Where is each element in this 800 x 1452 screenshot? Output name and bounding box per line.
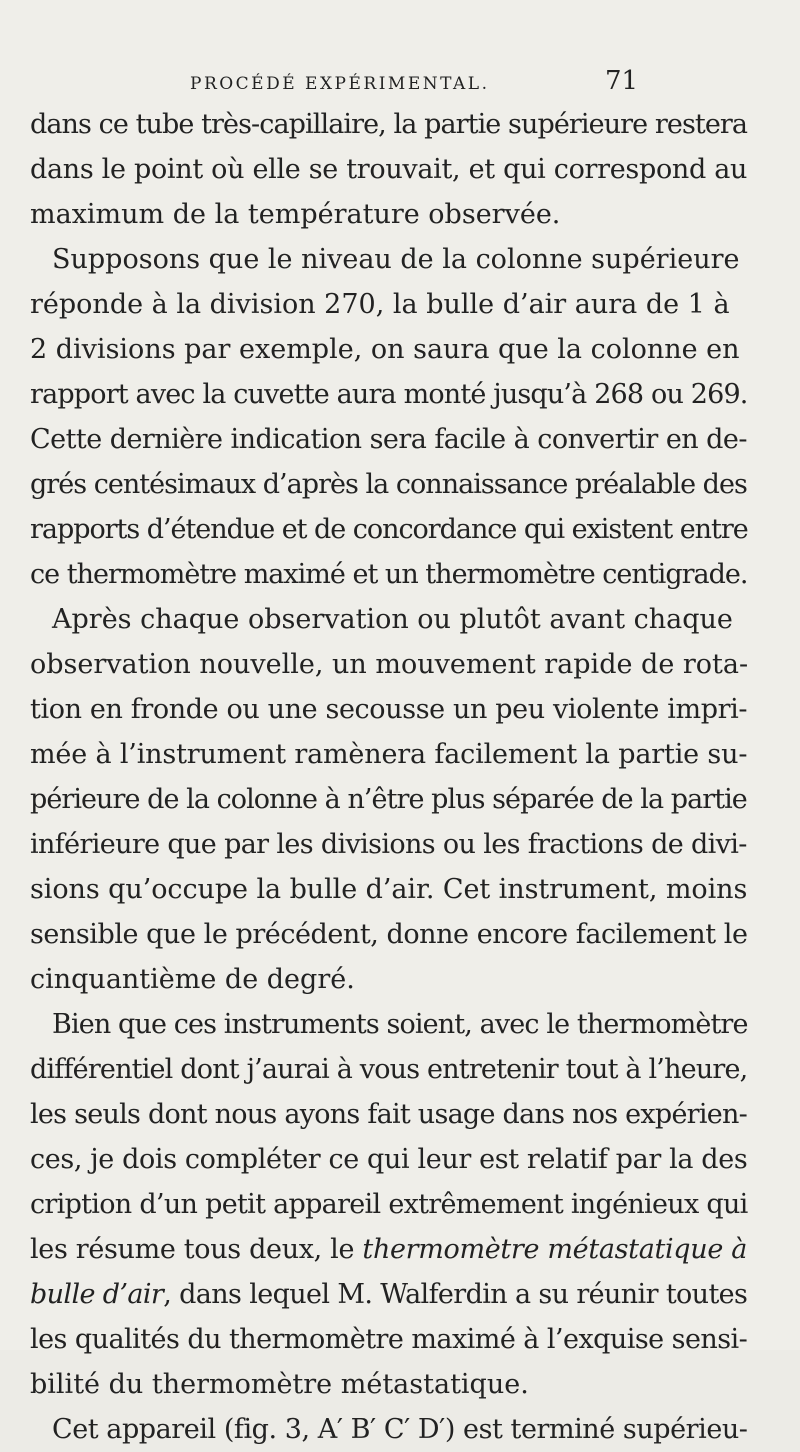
text-line: maximum de la température observée. (30, 199, 561, 230)
text-line: observation nouvelle, un mouvement rapide de rota- (30, 649, 749, 680)
text-line: sions qu’occupe la bulle d’air. Cet instrument, moins (30, 874, 748, 905)
text-line: ce thermomètre maximé et un thermomètre centigrade. (30, 559, 748, 590)
text-line: grés centésimaux d’après la connaissance préalable des (30, 469, 747, 500)
text-line: tion en fronde ou une secousse un peu violente impri- (30, 694, 748, 725)
text-line: rapport avec la cuvette aura monté jusqu’à 268 ou 269. (30, 379, 748, 410)
page-header (40, 60, 639, 100)
paragraph-start-line: Cet appareil (fig. 3, A′ B′ C′ D′) est terminé supérieu- (52, 1414, 748, 1445)
text-line: mée à l’instrument ramènera facilement la partie su- (30, 739, 748, 770)
paragraph-start-line: Supposons que le niveau de la colonne supérieure (52, 244, 740, 275)
text-line: différentiel dont j’aurai à vous entretenir tout à l’heure, (30, 1054, 748, 1085)
text-line: Cette dernière indication sera facile à convertir en de- (30, 424, 747, 455)
text-line: dans le point où elle se trouvait, et qui correspond au (30, 154, 748, 185)
text-line: ces, je dois compléter ce qui leur est relatif par la des (30, 1144, 748, 1175)
text-line: cinquantième de degré. (30, 964, 355, 995)
text-line: sensible que le précédent, donne encore facilement le (30, 919, 748, 950)
running-title: PROCÉDÉ EXPÉRIMENTAL. (190, 74, 490, 94)
italic-term: bulle d’air (30, 1279, 164, 1310)
text-line: dans ce tube très-capillaire, la partie supérieure restera (30, 109, 748, 140)
body-text (30, 102, 750, 1452)
text-segment: , dans lequel M. Walferdin a su réunir toutes (163, 1279, 748, 1310)
text-line: les seuls dont nous ayons fait usage dans nos expérien- (30, 1099, 748, 1130)
text-line (30, 1272, 750, 1317)
text-line: les qualités du thermomètre maximé à l’exquise sensi- (30, 1324, 748, 1355)
page-number: 71 (605, 66, 639, 96)
text-line: périeure de la colonne à n’être plus séparée de la partie (30, 784, 747, 815)
paragraph-start-line: Bien que ces instruments soient, avec le thermomètre (52, 1009, 748, 1040)
text-line: 2 divisions par exemple, on saura que la colonne en (30, 334, 740, 365)
text-line (30, 1227, 750, 1272)
text-line: réponde à la division 270, la bulle d’air aura de 1 à (30, 289, 730, 320)
text-segment: les résume tous deux, le (30, 1234, 355, 1265)
text-line: bilité du thermomètre métastatique. (30, 1369, 529, 1400)
text-line: inférieure que par les divisions ou les fractions de divi- (30, 829, 747, 860)
text-line: rapports d’étendue et de concordance qui existent entre (30, 514, 748, 545)
text-line: cription d’un petit appareil extrêmement ingénieux qui (30, 1189, 748, 1220)
italic-term: thermomètre métastatique à (362, 1234, 748, 1265)
paragraph-start-line: Après chaque observation ou plutôt avant chaque (52, 604, 733, 635)
